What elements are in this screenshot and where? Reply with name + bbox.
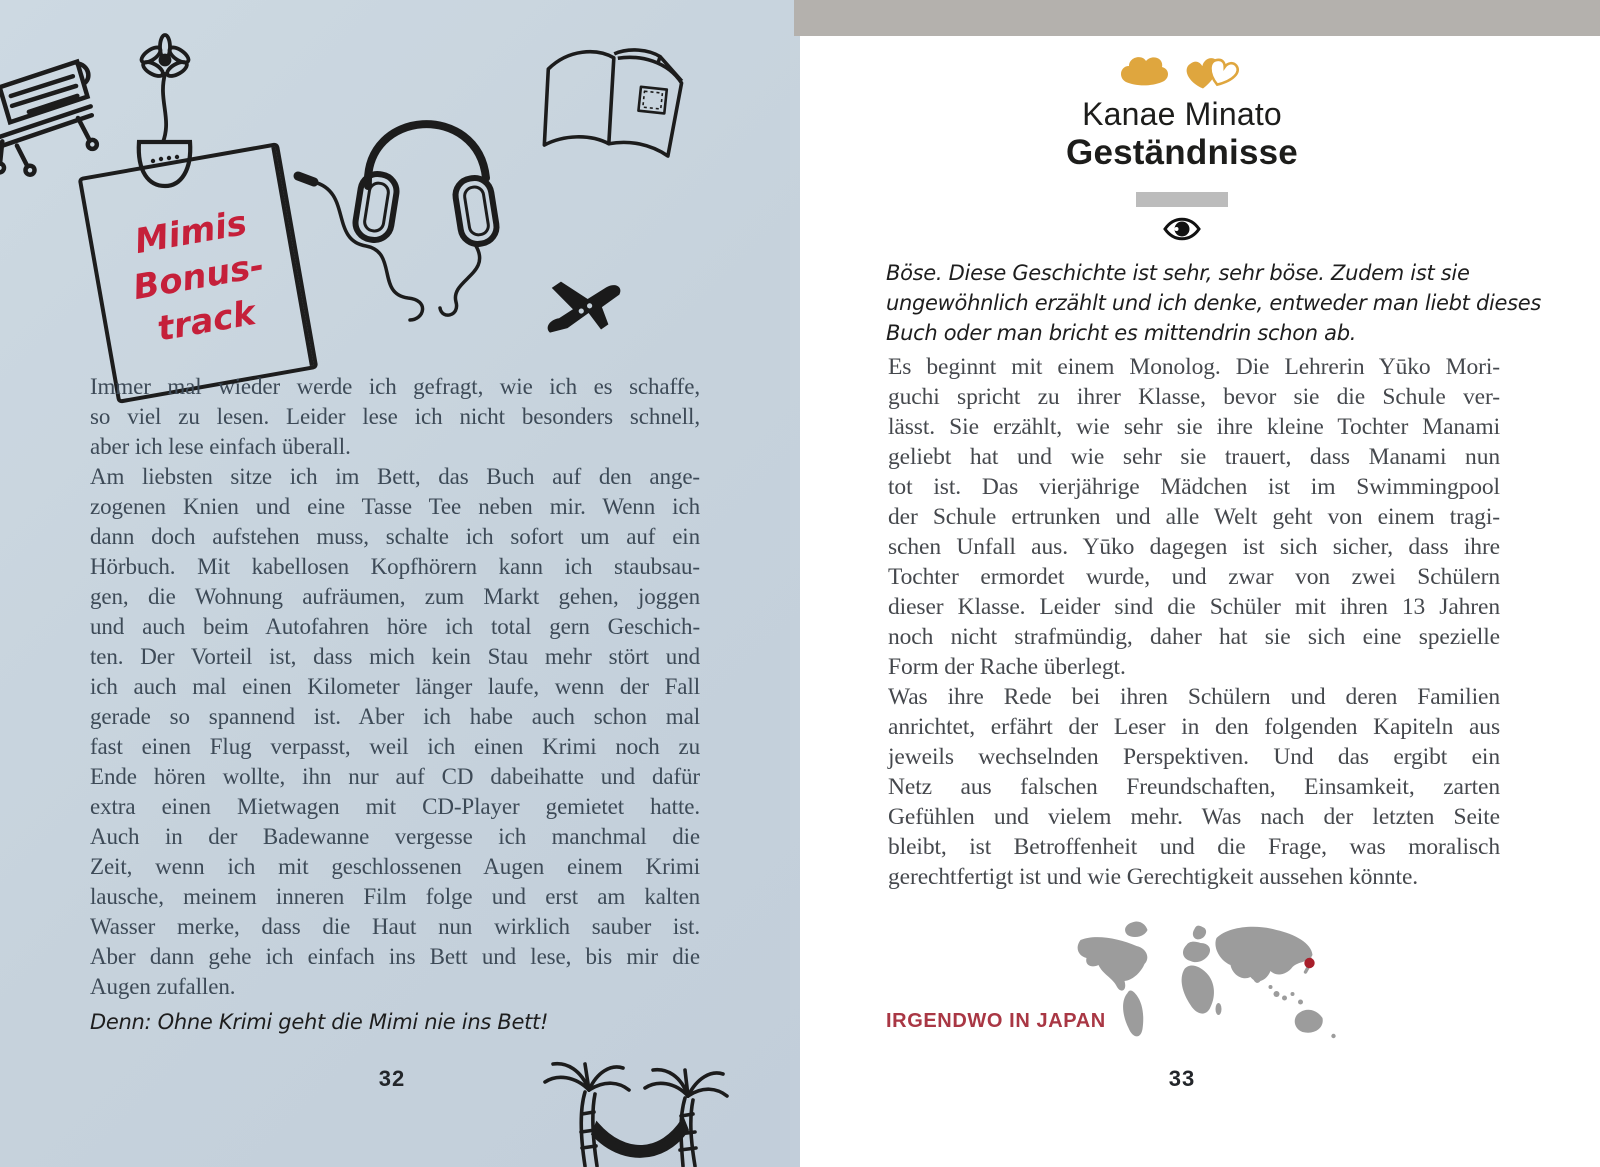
text-line: gerade so spannend ist. Aber ich habe auch schon mal <box>90 704 700 729</box>
cloud-icon <box>1121 57 1168 85</box>
eye-icon <box>1162 214 1202 244</box>
divider-bar <box>1136 192 1228 207</box>
text-line: Zeit, wenn ich mit geschlossenen Augen einem Krimi <box>90 854 700 879</box>
paragraph <box>90 462 700 1002</box>
scandinavia <box>1193 926 1206 940</box>
text-line: geliebt hat und wie sehr sie trauert, dass Manami nun <box>888 444 1500 470</box>
text-line: Hörbuch. Mit kabellosen Kopfhörern kann ich staubsau- <box>90 554 700 579</box>
text-line: Es beginnt mit einem Monolog. Die Lehrerin Yūko Mori- <box>888 354 1500 380</box>
text-line: Ende hören wollte, ihn nur auf CD dabeihatte und dafür <box>90 764 700 789</box>
text-line: lässt. Sie erzählt, wie sehr sie ihre kleine Tochter Manami <box>888 414 1500 440</box>
paragraph <box>90 372 700 462</box>
text-line: Tochter ermordet wurde, und zwar von zwei Schülern <box>888 564 1500 590</box>
japan-marker-dot <box>1304 958 1314 968</box>
text-line: dieser Klasse. Leider sind die Schüler mit ihren 13 Jahren <box>888 594 1500 620</box>
text-line: Immer mal wieder werde ich gefragt, wie ich es schaffe, <box>90 374 700 399</box>
south-america <box>1123 991 1143 1037</box>
genre-icons <box>1116 52 1246 94</box>
page-number-right: 33 <box>1168 1066 1196 1091</box>
book-author: Kanae Minato <box>1082 96 1282 132</box>
text-line: ten. Der Vorteil ist, dass mich kein Stau mehr stört und <box>90 644 700 669</box>
text-line: gerechtfertigt ist und wie Gerechtigkeit aussehen könnte. <box>888 864 1419 890</box>
text-line: anrichtet, erfährt der Leser in den folgenden Kapiteln aus <box>888 714 1500 740</box>
text-line: noch nicht strafmündig, daher hat sie sich eine spezielle <box>888 624 1500 650</box>
text-line: fast einen Flug verpasst, weil ich einen Krimi noch zu <box>90 734 700 759</box>
text-line: Auch in der Badewanne vergesse ich manchmal die <box>90 824 700 849</box>
text-line: dann doch aufstehen muss, schalte ich sofort um auf ein <box>90 524 700 549</box>
handwritten-closing-line: Denn: Ohne Krimi geht die Mimi nie ins Bett! <box>90 1010 549 1034</box>
australia <box>1295 1010 1323 1033</box>
text-line: Mimis <box>131 203 250 263</box>
review-body-text <box>888 352 1500 892</box>
scan-edge-band <box>794 0 1600 36</box>
hammock-palms-doodle <box>545 1064 727 1166</box>
text-line: track <box>154 292 259 350</box>
right-page <box>800 0 1600 1167</box>
text-line: guchi spricht zu ihrer Klasse, bevor sie die Schule ver- <box>888 384 1500 410</box>
paragraph <box>888 682 1500 892</box>
text-line: der Schule ertrunken und alle Welt geht von einem tragi- <box>888 504 1500 530</box>
text-line: zogenen Knien und eine Tasse Tee neben mir. Wenn ich <box>90 494 700 519</box>
open-book-doodle <box>540 41 684 159</box>
text-line: Wasser merke, dass die Haut nun wirklich sauber ist. <box>90 914 700 939</box>
text-line: Gefühlen und vielem mehr. Was nach der letzten Seite <box>888 804 1500 830</box>
asia <box>1215 927 1312 982</box>
text-line: tot ist. Das vierjährige Mädchen ist im Swimmingpool <box>888 474 1500 500</box>
text-line: extra einen Mietwagen mit CD-Player gemietet hatte. <box>90 794 700 819</box>
new-zealand <box>1331 1034 1335 1038</box>
text-line: Augen zufallen. <box>90 974 236 999</box>
text-line: Bonus- <box>130 245 268 309</box>
page-number-left: 32 <box>378 1066 406 1091</box>
bench-doodle <box>0 60 100 178</box>
text-line: schen Unfall aus. Yūko dagegen ist sich sicher, dass ihre <box>888 534 1500 560</box>
paragraph <box>888 352 1500 682</box>
greenland <box>1125 921 1147 937</box>
text-line: bleibt, ist Betroffenheit und die Frage, was moralisch <box>888 834 1500 860</box>
book-cover-doodle <box>78 142 319 404</box>
text-line: Buch oder man bricht es mittendrin schon ab. <box>886 321 1357 345</box>
text-line: ich auch mal einen Kilometer länger laufe, wenn der Fall <box>90 674 700 699</box>
text-line: ungewöhnlich erzählt und ich denke, entweder man liebt dieses <box>886 291 1542 315</box>
book-cover-title <box>91 194 307 361</box>
text-line: Netz aus falschen Freundschaften, Einsamkeit, zarten <box>888 774 1500 800</box>
handwritten-review-intro <box>886 258 1542 348</box>
location-label: IRGENDWO IN JAPAN <box>886 1010 1106 1032</box>
book-title: Geständnisse <box>1066 133 1298 172</box>
text-line: Aber dann gehe ich einfach ins Bett und lese, bis mir die <box>90 944 700 969</box>
airplane-doodle <box>541 274 625 337</box>
headphones-doodle <box>353 124 499 315</box>
europe <box>1183 942 1210 962</box>
double-heart-icon <box>1185 57 1239 91</box>
text-line: jeweils wechselnden Perspektiven. Und das ergibt ein <box>888 744 1500 770</box>
audio-cable-doodle <box>298 176 423 320</box>
text-line: so viel zu lesen. Leider lese ich nicht besonders schnell, <box>90 404 700 429</box>
madagascar <box>1216 1003 1222 1015</box>
text-line: aber ich lese einfach überall. <box>90 434 351 459</box>
world-map <box>1068 916 1358 1056</box>
text-line: und auch beim Autofahren höre ich total gern Geschich- <box>90 614 700 639</box>
africa <box>1182 966 1214 1014</box>
text-line: lausche, meinem inneren Film folge und erst am kalten <box>90 884 700 909</box>
text-line: Böse. Diese Geschichte ist sehr, sehr böse. Zudem ist sie <box>886 261 1470 285</box>
left-body-text <box>90 372 700 1002</box>
text-line: Form der Rache überlegt. <box>888 654 1126 680</box>
text-line: gen, die Wohnung aufräumen, zum Markt gehen, joggen <box>90 584 700 609</box>
north-america <box>1078 937 1148 990</box>
text-line: Was ihre Rede bei ihren Schülern und deren Familien <box>888 684 1500 710</box>
text-line: Am liebsten sitze ich im Bett, das Buch auf den ange- <box>90 464 700 489</box>
